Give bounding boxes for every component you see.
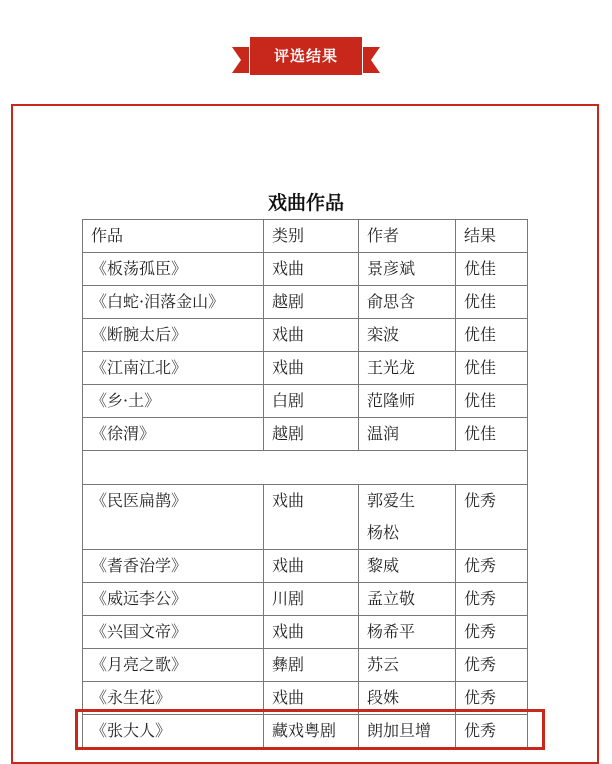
cell-result: 优佳 [456,319,528,352]
header-work: 作品 [83,220,264,253]
cell-category: 白剧 [264,385,359,418]
cell-work: 《威远李公》 [83,583,264,616]
cell-author: 朗加旦增 [359,715,456,748]
cell-work: 《张大人》 [83,715,264,748]
spacer-cell [83,451,528,485]
cell-category: 戏曲 [264,319,359,352]
cell-category: 戏曲 [264,616,359,649]
table-row [83,253,528,286]
section-banner [232,37,380,75]
header-result: 结果 [456,220,528,253]
cell-author: 杨希平 [359,616,456,649]
cell-category: 戏曲 [264,682,359,715]
cell-author: 范隆师 [359,385,456,418]
cell-work: 《白蛇·泪落金山》 [83,286,264,319]
cell-category: 藏戏粤剧 [264,715,359,748]
cell-result: 优秀 [456,583,528,616]
cell-result: 优秀 [456,550,528,583]
table-header-row [83,220,528,253]
cell-author: 景彦斌 [359,253,456,286]
cell-result: 优佳 [456,352,528,385]
cell-author: 段姝 [359,682,456,715]
cell-result: 优秀 [456,715,528,748]
cell-work: 《月亮之歌》 [83,649,264,682]
cell-category: 戏曲 [264,550,359,583]
table-row [83,418,528,451]
cell-category: 戏曲 [264,485,359,550]
highlight-box [75,709,545,750]
cell-result: 优秀 [456,649,528,682]
table-row [83,385,528,418]
table-row [83,352,528,385]
cell-author: 栾波 [359,319,456,352]
table-row [83,616,528,649]
table-title: 戏曲作品 [267,192,344,214]
cell-author: 黎威 [359,550,456,583]
cell-result: 优佳 [456,253,528,286]
header-category: 类别 [264,220,359,253]
banner-label: 评选结果 [250,37,362,75]
author-line: 郭爱生 [367,491,416,510]
cell-category: 戏曲 [264,253,359,286]
cell-category: 越剧 [264,286,359,319]
cell-result: 优秀 [456,485,528,550]
cell-work: 《永生花》 [83,682,264,715]
banner-ribbon-left [232,47,249,73]
table-spacer-row [83,451,528,485]
cell-author: 王光龙 [359,352,456,385]
cell-author: 孟立敬 [359,583,456,616]
cell-category: 川剧 [264,583,359,616]
cell-work: 《断腕太后》 [83,319,264,352]
cell-work: 《乡·土》 [83,385,264,418]
cell-work: 《民医扁鹊》 [83,485,264,550]
cell-result: 优佳 [456,418,528,451]
cell-work: 《耆香治学》 [83,550,264,583]
header-author: 作者 [359,220,456,253]
table-row [83,286,528,319]
cell-category: 戏曲 [264,352,359,385]
cell-author: 俞思含 [359,286,456,319]
cell-result: 优佳 [456,385,528,418]
cell-category: 彝剧 [264,649,359,682]
cell-work: 《板荡孤臣》 [83,253,264,286]
results-table [82,219,528,748]
cell-result: 优秀 [456,682,528,715]
cell-category: 越剧 [264,418,359,451]
table-row [83,649,528,682]
cell-result: 优秀 [456,616,528,649]
table-row [83,319,528,352]
cell-work: 《兴国文帝》 [83,616,264,649]
cell-work: 《徐渭》 [83,418,264,451]
author-line: 杨松 [367,523,400,542]
table-row [83,485,528,550]
cell-author: 温润 [359,418,456,451]
table-row [83,583,528,616]
cell-author-multi [359,485,456,550]
banner-ribbon-right [363,47,380,73]
cell-result: 优佳 [456,286,528,319]
cell-work: 《江南江北》 [83,352,264,385]
cell-author: 苏云 [359,649,456,682]
table-row [83,550,528,583]
